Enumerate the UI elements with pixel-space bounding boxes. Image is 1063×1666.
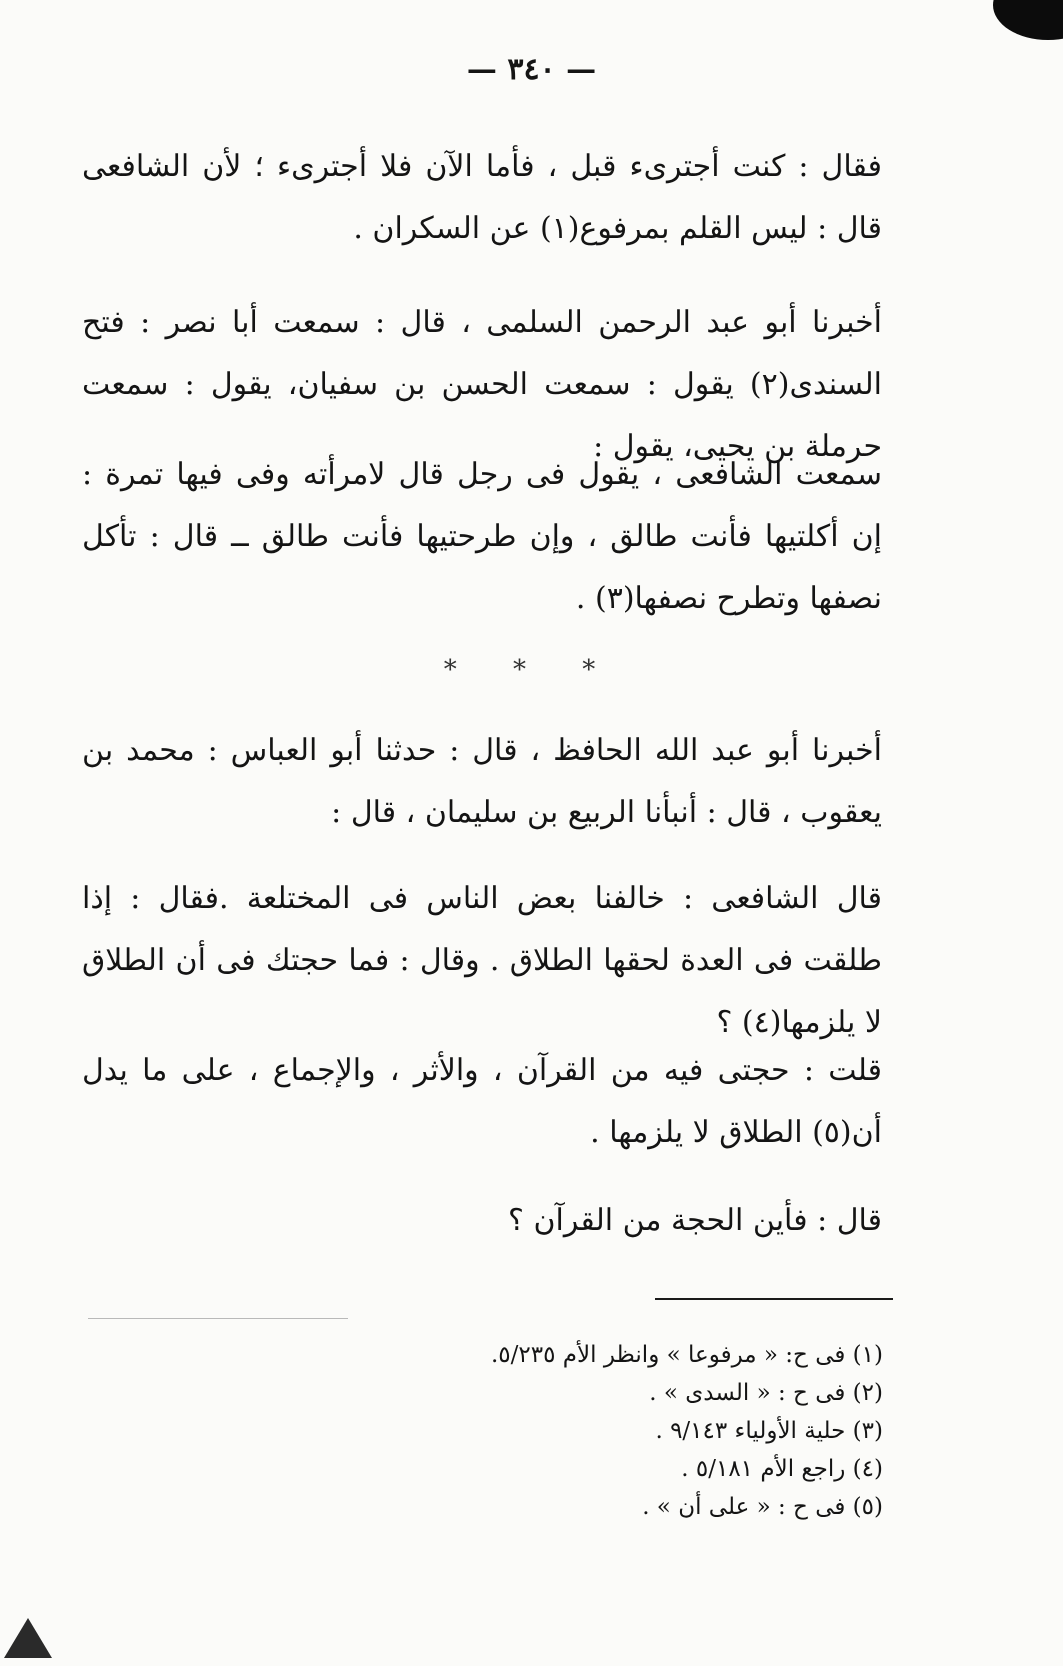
footnote-4: (٤) راجع الأم ٥/١٨١ . — [681, 1456, 883, 1482]
footnote-divider — [655, 1298, 893, 1300]
bottom-ink-mark — [4, 1618, 52, 1658]
footnote-2: (٢) فى ح : « السدى » . — [649, 1380, 883, 1406]
section-separator: * * * — [443, 655, 620, 685]
faint-divider — [88, 1318, 348, 1319]
footnotes — [263, 1336, 883, 1526]
paragraph-text: قال الشافعى : خالفنا بعض الناس فى المختلعة .فقال : إذا طلقت فى العدة لحقها الطلاق . وقال : فما حجتك فى أن الطلاق لا يلزمها(٤) ؟ — [82, 881, 882, 1040]
page-number: — ٣٤٠ — — [466, 52, 597, 87]
paragraph-text: أخبرنا أبو عبد الله الحافظ ، قال : حدثنا أبو العباس : محمد بن يعقوب ، قال : أنبأنا الربيع بن سليمان ، قال : — [82, 733, 882, 830]
paragraph-text: أخبرنا أبو عبد الرحمن السلمى ، قال : سمعت أبا نصر : فتح السندى(٢) يقول : سمعت الحسن بن سفيان، يقول : سمعت حرملة بن يحيى، يقول : — [82, 305, 882, 464]
paragraph-text: قال : فأين الحجة من القرآن ؟ — [508, 1203, 882, 1238]
paragraph-4 — [82, 720, 882, 844]
paragraph-5 — [82, 868, 882, 1054]
paragraph-3 — [82, 444, 882, 630]
paragraph-7 — [82, 1190, 882, 1252]
footnote-1: (١) فى ح: « مرفوعا » وانظر الأم ٥/٢٣٥. — [490, 1342, 883, 1368]
paragraph-text: سمعت الشافعى ، يقول فى رجل قال لامرأته وفى فيها تمرة : إن أكلتيها فأنت طالق ، وإن طرحتيها فأنت طالق ــ قال : تأكل نصفها وتطرح نصفها(٣) . — [82, 457, 882, 616]
paragraph-text: قلت : حجتى فيه من القرآن ، والأثر ، والإجماع ، على ما يدل أن(٥) الطلاق لا يلزمها . — [82, 1053, 882, 1150]
corner-ink-blot — [993, 0, 1063, 40]
footnote-3: (٣) حلية الأولياء ٩/١٤٣ . — [655, 1418, 883, 1444]
paragraph-6 — [82, 1040, 882, 1164]
footnote-5: (٥) فى ح : « على أن » . — [642, 1494, 883, 1520]
paragraph-1 — [82, 136, 882, 260]
paragraph-text: فقال : كنت أجترىء قبل ، فأما الآن فلا أجترىء ؛ لأن الشافعى قال : ليس القلم بمرفوع(١) عن السكران . — [82, 149, 882, 246]
